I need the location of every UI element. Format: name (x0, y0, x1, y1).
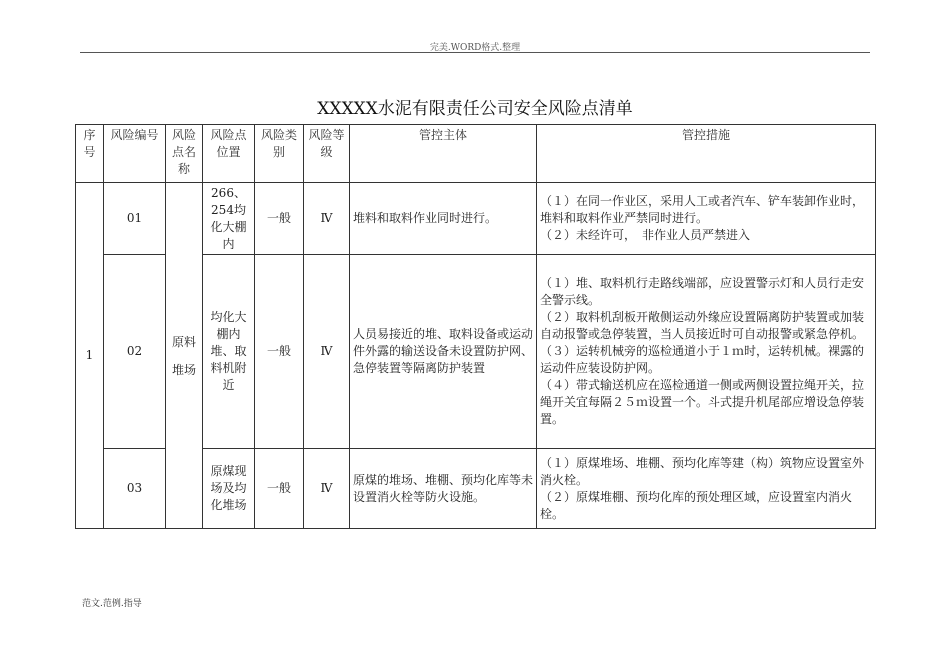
col-header-risk-code: 风险编号 (104, 125, 166, 183)
risk-location-cell: 266、254均化大棚内 (203, 183, 255, 255)
col-header-risk-level: 风险等级 (304, 125, 350, 183)
measure-item: （１）堆、取料机行走路线端部，应设置警示灯和人员行走安全警示线。 (540, 276, 865, 307)
measure-item: （４）带式输送机应在巡检通道一侧或两侧设置拉绳开关，拉绳开关宜每隔２５ｍ设置一个。斗式提升机尾部应增设急停装置。 (540, 378, 865, 426)
col-header-seq: 序号 (76, 125, 104, 183)
col-header-risk-location: 风险点位置 (203, 125, 255, 183)
document-title: XXXXX水泥有限责任公司安全风险点清单 (317, 99, 633, 119)
col-header-risk-category: 风险类别 (255, 125, 304, 183)
col-header-control-measures: 管控措施 (537, 125, 876, 183)
control-measures-cell (537, 255, 876, 449)
risk-location-cell: 均化大棚内堆、取料机附近 (203, 255, 255, 449)
risk-level-cell: Ⅳ (304, 255, 350, 449)
measure-item: （２）未经许可， 非作业人员严禁进入 (540, 228, 751, 242)
header-divider (80, 52, 870, 53)
measure-item: （２）取料机刮板开敞侧运动外缘应设置隔离防护装置或加装自动报警或急停装置，当人员接近时可自动报警或紧急停机。 (540, 310, 865, 341)
measure-item: （１）原煤堆场、堆棚、预均化库等建（构）筑物应设置室外消火栓。 (540, 455, 865, 487)
group-seq-cell: 1 (76, 183, 104, 529)
risk-code-cell: 02 (104, 255, 166, 449)
col-header-control-subject: 管控主体 (350, 125, 537, 183)
risk-level-cell: Ⅳ (304, 449, 350, 529)
control-subject-cell: 人员易接近的堆、取料设备或运动件外露的输送设备未设置防护网、急停装置等隔离防护装置 (350, 255, 537, 449)
risk-level-cell: Ⅳ (304, 183, 350, 255)
risk-location-cell: 原煤现场及均化堆场 (203, 449, 255, 529)
table-header-row (76, 125, 876, 183)
col-header-risk-name: 风险点名称 (166, 125, 203, 183)
measure-item: （１）在同一作业区，采用人工或者汽车、铲车装卸作业时，堆料和取料作业严禁同时进行。 (540, 194, 865, 225)
control-measures-cell (537, 183, 876, 255)
risk-category-cell: 一般 (255, 449, 304, 529)
measure-item: （３）运转机械旁的巡检通道小于１ｍ时，运转机械。裸露的运动件应装设防护网。 (540, 344, 865, 375)
control-measures-cell (537, 449, 876, 529)
control-subject-cell: 原煤的堆场、堆棚、预均化库等未设置消火栓等防火设施。 (350, 449, 537, 529)
page-header-text: 完美.WORD格式.整理 (429, 43, 521, 53)
risk-name-cell: 原料堆场 (166, 183, 203, 529)
risk-category-cell: 一般 (255, 255, 304, 449)
risk-code-cell: 01 (104, 183, 166, 255)
risk-point-table (75, 124, 876, 529)
table-row (76, 183, 876, 255)
page-footer-text: 范文.范例.指导 (82, 599, 142, 609)
measure-item: （２）原煤堆棚、预均化库的预处理区域，应设置室内消火栓。 (540, 489, 853, 521)
risk-code-cell: 03 (104, 449, 166, 529)
control-subject-cell: 堆料和取料作业同时进行。 (350, 183, 537, 255)
risk-category-cell: 一般 (255, 183, 304, 255)
